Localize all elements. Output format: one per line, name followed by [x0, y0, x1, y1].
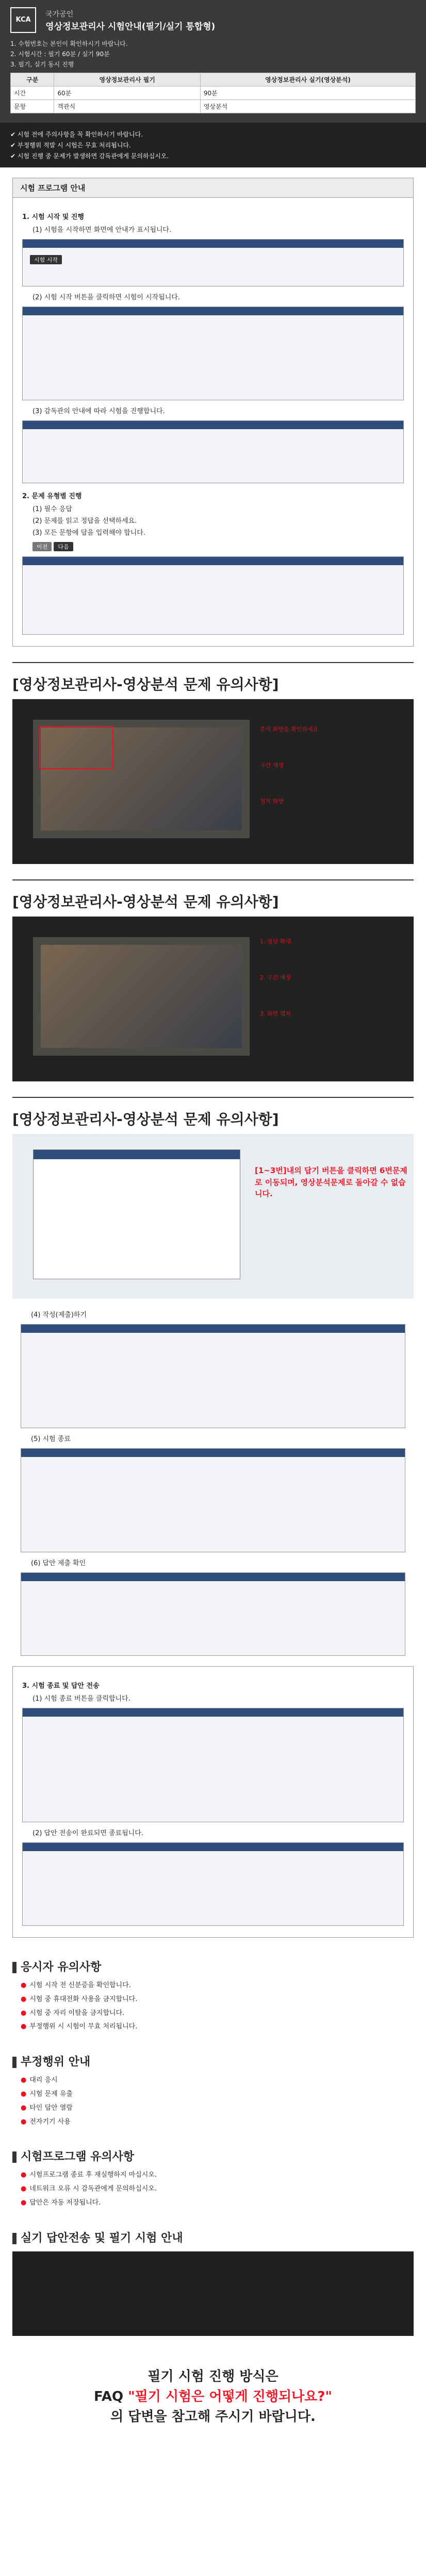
note: 1. 수험번호는 본인이 확인하시기 바랍니다.	[10, 40, 128, 47]
list-item: ● 시험 중 휴대전화 사용을 금지합니다.	[21, 1995, 138, 2003]
final-line2	[0, 2387, 426, 2407]
step-title: 2. 문제 유형별 진행	[22, 493, 82, 500]
annotation: 구간 재생	[260, 762, 284, 769]
table-cell: 60분	[54, 87, 200, 100]
list-item: (5) 시험 종료	[31, 1435, 71, 1443]
table-cell: 영상분석	[200, 100, 415, 113]
header-line1: 국가공인	[45, 10, 74, 19]
table-row	[11, 100, 416, 113]
list-text: 시험프로그램 종료 후 재실행하지 마십시오.	[29, 2171, 157, 2179]
notice-item: ✔ 시험 전에 주의사항을 꼭 확인하시기 바랍니다.	[10, 131, 143, 138]
program-caution-title	[12, 2148, 414, 2164]
screenshot	[22, 420, 404, 483]
final-line1: 필기 시험 진행 방식은	[148, 2368, 278, 2384]
logo: KCA	[10, 7, 36, 33]
list-item: (1) 시험을 시작하면 화면에 안내가 표시됩니다.	[32, 226, 172, 234]
list-text: 시험 문제 유출	[29, 2090, 73, 2098]
submit-section	[12, 1666, 414, 1938]
caution-title	[12, 1958, 414, 1974]
list-item: (4) 작성(제출)하기	[31, 1311, 87, 1319]
video-figure-1	[12, 699, 414, 864]
header-line2: 영상정보관리사 시험안내(필기/실기 통합형)	[45, 21, 216, 32]
table-cell: 객관식	[54, 100, 200, 113]
warn-title-1: [영상정보관리사-영상분석 문제 유의사항]	[12, 662, 414, 694]
header	[0, 0, 426, 123]
list-item: ● 시험 문제 유출	[21, 2090, 73, 2098]
table-header: 영상정보관리사 실기(영상분석)	[200, 73, 415, 87]
screenshot	[22, 239, 404, 286]
table-header: 영상정보관리사 필기	[54, 73, 200, 87]
annotation: 3. 화면 캡쳐	[260, 1010, 291, 1017]
table-row	[11, 87, 416, 100]
list-text: 시험 중 휴대전화 사용을 금지합니다.	[29, 1995, 138, 2003]
list-item: (1) 필수 응답	[32, 505, 72, 513]
list-item: (3) 감독관의 안내에 따라 시험을 진행합니다.	[32, 408, 165, 415]
list-item: (2) 문제를 읽고 정답을 선택하세요.	[32, 517, 137, 525]
screenshot	[21, 1448, 405, 1552]
prev-button[interactable]: 이전	[32, 542, 52, 551]
screenshot	[21, 1572, 405, 1656]
program-section	[12, 178, 414, 647]
notice-item: ✔ 부정행위 적발 시 시험은 무효 처리됩니다.	[10, 142, 131, 149]
list-text: 네트워크 오류 시 감독관에게 문의하십시오.	[29, 2185, 157, 2193]
program-caution-title-text: 시험프로그램 유의사항	[21, 2150, 135, 2164]
list-item: ● 전자기기 사용	[21, 2117, 71, 2126]
list-item: ● 네트워크 오류 시 감독관에게 문의하십시오.	[21, 2185, 157, 2193]
list-item: ● 타인 답안 열람	[21, 2104, 73, 2112]
final-note	[0, 2367, 426, 2427]
fraud-title	[12, 2053, 414, 2069]
fraud-title-text: 부정행위 안내	[21, 2056, 91, 2069]
dialog-figure	[12, 1134, 414, 1299]
warn-title-2: [영상정보관리사-영상분석 문제 유의사항]	[12, 879, 414, 911]
next-button[interactable]: 다음	[54, 542, 73, 551]
screenshot	[22, 307, 404, 400]
step-title: 1. 시험 시작 및 진행	[22, 213, 84, 221]
program-title: 시험 프로그램 안내	[13, 178, 413, 198]
annotation: 분석 화면을 확인하세요	[260, 726, 319, 733]
annotation: 1. 영상 확대	[260, 938, 291, 945]
list-text: 전자기기 사용	[29, 2117, 71, 2126]
list-text: 타인 답안 열람	[29, 2104, 73, 2112]
list-item: ● 시험 시작 전 신분증을 확인합니다.	[21, 1981, 131, 1989]
start-button[interactable]: 시험 시작	[30, 255, 62, 264]
header-titles	[45, 9, 215, 32]
table-cell: 문항	[11, 100, 54, 113]
annotation: 2. 구간 재생	[260, 974, 291, 981]
note: 3. 필기, 실기 동시 진행	[10, 61, 74, 68]
final-faq: FAQ	[94, 2388, 128, 2404]
step-title: 3. 시험 종료 및 답안 전송	[22, 1682, 100, 1690]
annotation: 정지 화면	[260, 798, 284, 805]
notice-bar	[0, 123, 426, 167]
list-text: 대리 응시	[29, 2076, 58, 2084]
screenshot	[22, 1842, 404, 1926]
list-item: (3) 모든 문항에 답을 입력해야 합니다.	[32, 529, 146, 537]
screenshot	[22, 556, 404, 635]
list-text: 시험 중 자리 이탈을 금지합니다.	[29, 2009, 125, 2017]
caution-title-text: 응시자 유의사항	[21, 1961, 102, 1974]
list-item: (2) 답안 전송이 완료되면 종료됩니다.	[32, 1829, 143, 1837]
note: 2. 시험시간 : 필기 60분 / 실기 90분	[10, 50, 110, 58]
practical-figure	[12, 2251, 414, 2336]
warn-title-3: [영상정보관리사-영상분석 문제 유의사항]	[12, 1097, 414, 1129]
screenshot	[21, 1324, 405, 1428]
list-text: 부정행위 시 시험이 무효 처리됩니다.	[29, 2023, 138, 2031]
list-item: ● 답안은 자동 저장됩니다.	[21, 2198, 101, 2207]
list-item: ● 부정행위 시 시험이 무효 처리됩니다.	[21, 2023, 138, 2031]
final-faq-link[interactable]: "필기 시험은 어떻게 진행되나요?"	[128, 2388, 332, 2404]
list-text: 답안은 자동 저장됩니다.	[29, 2198, 101, 2207]
list-item: ● 시험 중 자리 이탈을 금지합니다.	[21, 2009, 125, 2017]
header-notes	[10, 39, 416, 69]
final-line3: 의 답변을 참고해 주시기 바랍니다.	[110, 2409, 316, 2425]
list-item: ● 대리 응시	[21, 2076, 58, 2084]
list-text: 시험 시작 전 신분증을 확인합니다.	[29, 1981, 131, 1989]
warning-note: [1~3번]내의 답기 버튼을 클릭하면 6번문제로 이동되며, 영상분석문제로 돌아갈 수 없습니다.	[255, 1166, 407, 1198]
list-item: (6) 답안 제출 확인	[31, 1560, 86, 1567]
practical-title-text: 실기 답안전송 및 필기 시험 안내	[21, 2231, 183, 2245]
screenshot	[22, 1708, 404, 1822]
practical-title	[12, 2229, 414, 2245]
list-item: (2) 시험 시작 버튼을 클릭하면 시험이 시작됩니다.	[32, 294, 180, 301]
notice-item: ✔ 시험 진행 중 문제가 발생하면 감독관에게 문의하십시오.	[10, 152, 169, 160]
table-header: 구분	[11, 73, 54, 87]
list-item: (1) 시험 종료 버튼을 클릭합니다.	[32, 1695, 130, 1703]
table-cell: 90분	[200, 87, 415, 100]
exam-table	[10, 73, 416, 113]
list-item: ● 시험프로그램 종료 후 재실행하지 마십시오.	[21, 2171, 157, 2179]
video-figure-2	[12, 917, 414, 1081]
table-cell: 시간	[11, 87, 54, 100]
